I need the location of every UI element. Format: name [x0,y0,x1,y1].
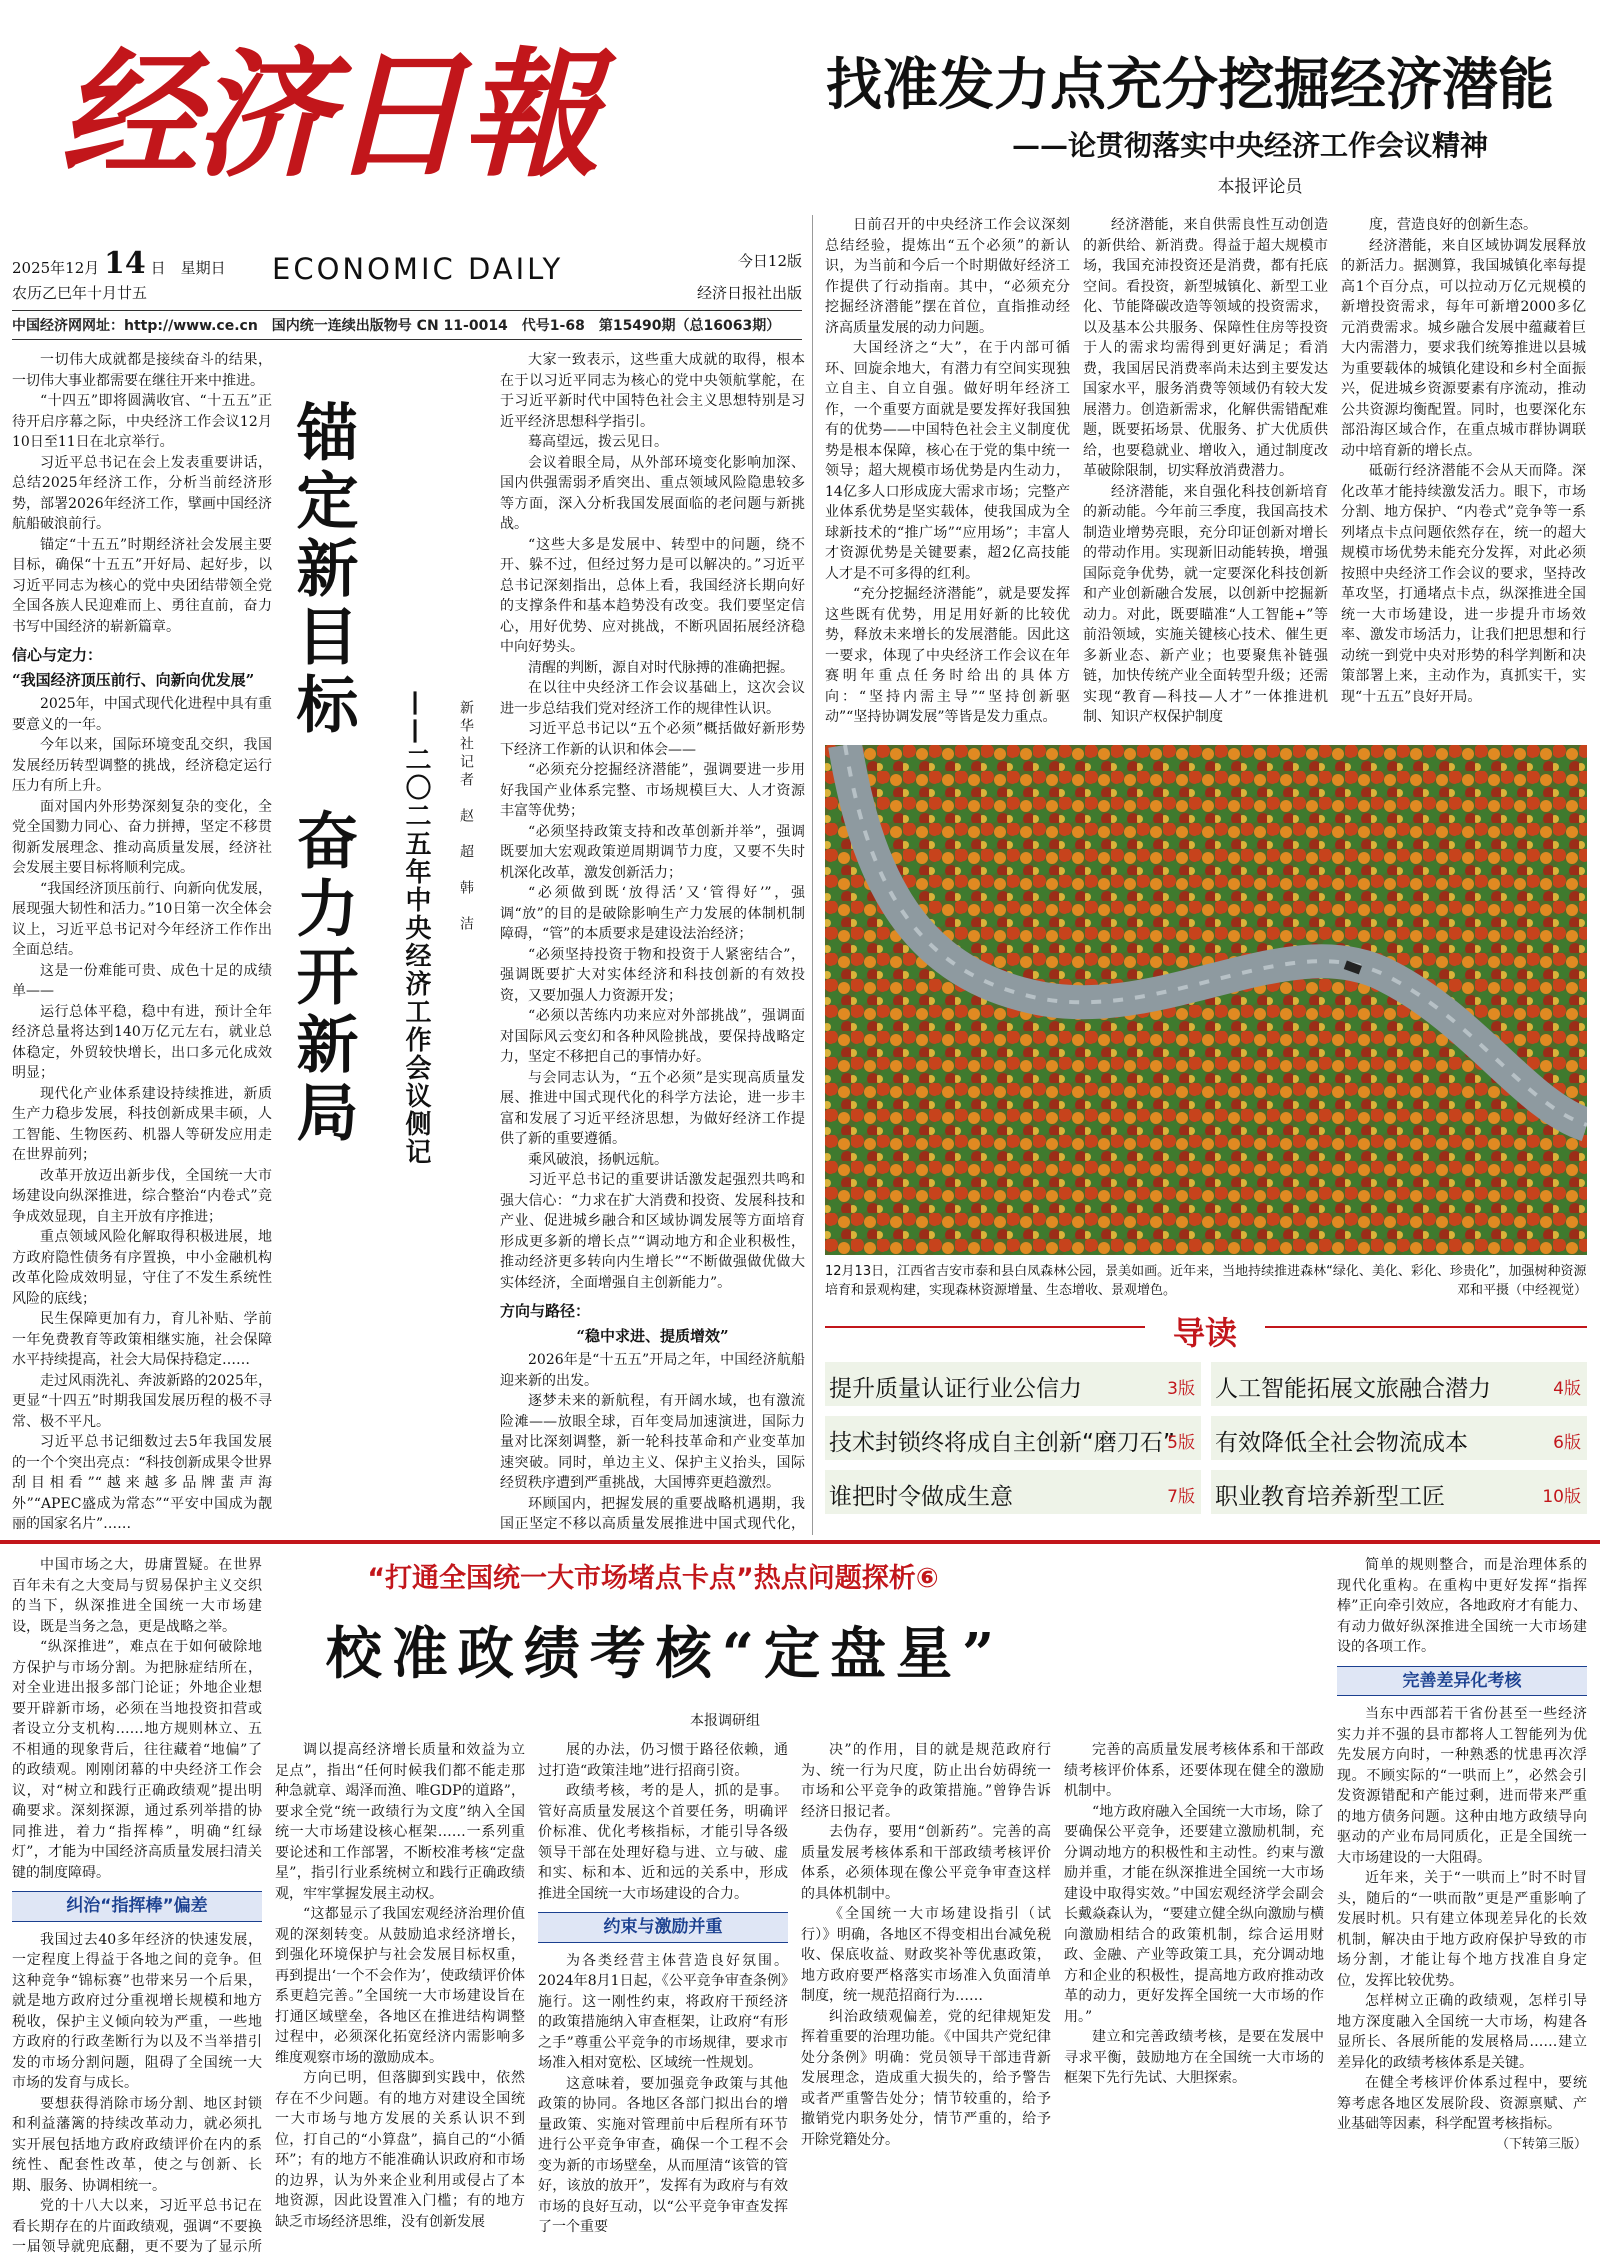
paragraph: 在健全考核评价体系过程中，要统筹考虑各地区发展阶段、资源禀赋、产业基础等因素，科学配置考核指标。 [1337,2075,1587,2132]
paragraph: “纵深推进”，难点在于如何破除地方保护与市场分割。为把脉症结所在，对全业进出报多部门论证；外地企业想要开辟新市场，必须在当地投资扣营或者设立分支机构……地方规则林立、五不相通的现象背后，往往藏着“地偏”了的政绩观。刚刚闭幕的中央经济工作会议，对“树立和践行正确政绩观”提出明确要求。深刻探源，通过系列举措的协同推进，着力“指挥棒”，明确“红绿灯”，才能为中国经济高质量发展扫清关键的制度障碍。 [12,1639,262,1881]
paragraph: 调以提高经济增长质量和效益为立足点”，指出“任何时候我们都不能走那种急就章、竭泽而渔、唯GDP的道路”，要求全党“统一政绩行为文度”纳入全国统一大市场建设核心框架……一系列重要论述和工作部署，不断校准考核“定盘星”，指引行业系统树立和践行正确政绩观，牢牢掌握发展主动权。 [275,1742,525,1902]
paragraph: 现代化产业体系建设持续推进，新质生产力稳步发展，科技创新成果丰硕，人工智能、生物医药、机器人等研发应用走在世界前列； [12,1085,272,1163]
paragraph: 今年以来，国际环境变乱交织，我国发展经历转型调整的挑战，经济稳定运行压力有所上升。 [12,737,272,794]
lead-section-1: 信心与定力： [12,646,103,664]
guide-item[interactable] [1211,1416,1587,1460]
paragraph: 一切伟大成就都是接续奋斗的结果，一切伟大事业都需要在继往开来中推进。 [12,352,272,389]
paragraph: 这意味着，要加强竞争政策与其他政策的协同。各地区各部门拟出台的增量政策、实施对管理前中后程所有环节进行公平竞争审查，确保一个工程不会变为新的市场壁垒，从而厘清“该管的管好，该放的放开”，发挥有为政府与有效市场的良好互动，以“公平竞争审查发挥了一个重要 [538,2075,788,2235]
publication-info-bar: 中国经济网网址：http://www.ce.cn 国内统一连续出版物号 CN 11-0014 代号1-68 第15490期（总16063期） [12,310,802,340]
section-head-differentiated: 完善差异化考核 [1337,1666,1587,1697]
paragraph: “必须做到既‘放得活’又‘管得好’”，强调“放”的目的是破除影响生产力发展的体制机制障碍，“管”的本质要求是建设法治经济； [500,885,805,942]
guide-item-title: 有效降低全社会物流成本 [1215,1430,1468,1456]
editorial-title[interactable]: 找准发力点充分挖掘经济潜能 [826,52,1554,118]
paragraph: 完善的高质量发展考核体系和干部政绩考核评价体系，还要体现在健全的激励机制中。 [1064,1742,1324,1799]
paragraph: “这都显示了我国宏观经济治理价值观的深刻转变。从鼓励追求经济增长，到强化环境保护与社会发展目标权重，再到提出‘一个不会作为’，使政绩评价体系更趋完善。”全国统一大市场建设旨在打通区域壁垒，各地区在推进结构调整过程中，必须深化拓宽经济内需影响多维度观察市场的激励成本。 [275,1906,525,2066]
section-divider [0,1540,1600,1544]
paragraph: 这是一份难能可贵、成色十足的成绩单—— [12,962,272,999]
masthead-title: 经济日報 [60,33,597,196]
paragraph: 为各类经营主体营造良好氛围。2024年8月1日起，《公平竞争审查条例》施行。这一刚性约束，将政府干预经济的政策措施纳入审查框架，让政府“有形之手”尊重公平竞争的市场规律，要求市场准入相对宽松、区域统一性规划。 [538,1952,788,2071]
guide-item-page: 7版 [1167,1487,1195,1507]
paragraph: 清醒的判断，源自对时代脉搏的准确把握。 [528,659,794,676]
issue-date [12,246,226,281]
feature-col1 [12,1555,262,2255]
lead-story-col1 [12,350,272,1535]
guide-item[interactable] [825,1416,1201,1460]
paragraph: “必须坚持投资于物和投资于人紧密结合”，强调既要扩大对实体经济和科技创新的有效投资，又要加强人力资源开发； [500,946,805,1004]
paragraph [12,1535,272,1536]
paragraph: 砥砺行经济潜能不会从天而降。深化改革才能持续激发活力。眼下，市场分割、地方保护、“内卷式”竞争等一系列堵点卡点问题依然存在，统一的超大规模市场优势未能充分发挥，对此必须按照中央经济工作会议的要求，坚持改革攻坚，打通堵点卡点，纵深推进全国统一大市场建设，进一步提升市场效率、激发市场活力，让我们把思想和行动统一到党中央对形势的科学判断和决策部署上来，主动作为，真抓实干，实现“十五五”良好开局。 [1341,463,1586,705]
paragraph: 习近平总书记以“五个必须”概括做好新形势下经济工作新的认识和体会—— [500,721,805,758]
paragraph: 2025年，中国式现代化进程中具有重要意义的一年。 [12,696,272,733]
paragraph: 大国经济之“大”，在于内部可循环、回旋余地大，有潜力有空间实现独立自主、自立自强。做好明年经济工作，一个重要方面就是要发挥好我国独有的优势——中国特色社会主义制度优势是根本保障，核心在于党的集中统一领导；超大规模市场优势是内生动力，14亿多人口形成庞大需求市场；完整产业体系优势是坚实载体，使我国成为全球新技术的“推广场”“应用场”；丰富人才资源优势是关键要素，超2亿高技能人才是不可多得的红利。 [825,340,1070,582]
paragraph: “充分挖掘经济潜能”，就是要发挥这些既有优势，用足用好新的比较优势，释放未来增长的发展潜能。因此这一要求，体现了中央经济工作会议在年赛明年重点任务时给出的具体方向：“坚持内需主导”“坚持创新驱动”“坚持协调发展”等皆是发力重点。 [825,586,1070,725]
feature-col4 [801,1740,1051,2255]
forest-road-photo[interactable] [825,745,1587,1255]
feature-col3 [538,1740,788,2255]
paragraph: 展的办法，仍习惯于路径依赖，通过打造“政策洼地”进行招商引资。 [538,1742,788,1779]
guide-item[interactable] [825,1470,1201,1514]
paragraph: 纠治政绩观偏差，党的纪律规矩发挥着重要的治理功能。《中国共产党纪律处分条例》明确：党员领导干部违背新发展理念，造成重大损失的，给予警告或者严重警告处分；情节较重的，给予撤销党内职务处分，情节严重的，给予开除党籍处分。 [801,2008,1051,2148]
paragraph: 锚定“十五五”时期经济社会发展主要目标，确保“十五五”开好局、起好步，以习近平同志为核心的党中央团结带领全党全国各族人民迎难而上、勇往直前，奋力书写中国经济的崭新篇章。 [12,536,272,635]
paragraph: 简单的规则整合，而是治理体系的现代化重构。在重构中更好发挥“指挥棒”正向牵引效应，各地政府才有能力、有动力做好纵深推进全国统一大市场建设的各项工作。 [1337,1557,1587,1655]
feature-col5 [1064,1740,1324,2255]
paragraph: 近年来，关于“一哄而上”时不时冒头，随后的“一哄而散”更是严重影响了发展时机。只有建立体现差异化的长效机制，解决由于地方政府保护导致的市场分割，才能让每个地方找准自身定位，发挥比较优势。 [1337,1870,1587,1989]
paragraph: 我国过去40多年经济的快速发展，一定程度上得益于各地之间的竞争。但这种竞争“锦标赛”也带来另一个后果，就是地方政府过分重视增长规模和地方税收，保护主义倾向较为严重，一些地方政府的行政垄断行为以及不当举措引发的市场分割问题，阻碍了全国统一大市场的发育与成长。 [12,1931,262,2091]
section-head-command: 纠治“指挥棒”偏差 [12,1891,262,1922]
guide-item-title: 提升质量认证行业公信力 [829,1376,1082,1402]
paragraph: “这些大多是发展中、转型中的问题，绕不开、躲不过，但经过努力是可以解决的。”习近平总书记深刻指出，总体上看，我国经济长期向好的支撑条件和基本趋势没有改变。我们要坚定信心，用好优势、应对挑战，不断巩固拓展经济稳中向好势头。 [500,536,805,655]
feature-col6 [1337,1555,1587,2255]
guide-item[interactable] [825,1362,1201,1406]
lunar-date: 农历乙巳年十月廿五 [12,284,148,302]
paragraph: 要想获得消除市场分割、地区封锁和利益藩篱的持续改革动力，就必须扎实开展包括地方政府政绩评价在内的系统性、配套性改革，使之与创新、长期、服务、协调相统一。 [12,2095,262,2194]
date-suffix: 日 星期日 [150,259,226,277]
paragraph: 运行总体平稳，稳中有进，预计全年经济总量将达到140万亿元左右，就业总体稳定，外贸较快增长，出口多元化成效明显； [12,1003,272,1081]
guide-rule-right [1265,1326,1587,1328]
feature-continued[interactable]: （下转第三版） [1495,2136,1587,2152]
aerial-forest-image [825,745,1587,1255]
masthead [60,20,740,210]
editorial-subtitle: ——论贯彻落实中央经济工作会议精神 [1011,129,1488,162]
paragraph: 在以往中央经济工作会议基础上，这次会议进一步总结我们党对经济工作的规律性认识。 [500,680,805,717]
paragraph: 逐梦未来的新航程，有开阔水域，也有激流险滩——放眼全球，百年变局加速演进，国际力量对比深刻调整，新一轮科技革命和产业变革加速突破。同时，单边主义、保护主义抬头，国际经贸秩序遭到严重挑战，大国博弈更趋激烈。 [500,1393,805,1491]
lead-section-2: 方向与路径： [500,1302,591,1320]
paragraph: “必须充分挖掘经济潜能”，强调要进一步用好我国产业体系完整、市场规模巨大、人才资源丰富等优势； [500,762,805,819]
lead-quote-2: “稳中求进、提质增效” [576,1326,729,1345]
paragraph: 当东中西部若干省份甚至一些经济实力并不强的县市都将人工智能列为优先发展方向时，一种熟悉的忧患再次浮现。不顾实际的“一哄而上”，必然会引发资源错配和产能过剩，进而带来严重的地方债务问题。这种由地方政绩导向驱动的产业布局同质化，正是全国统一大市场建设的一大阻碍。 [1337,1706,1587,1866]
paragraph: 环顾国内，把握发展的重要战略机遇期，我国正坚定不移以高质量发展推进中国式现代化， [500,1495,805,1532]
guide-item-page: 10版 [1542,1487,1581,1507]
lead-quote-1: “我国经济顶压前行、向新向优发展” [12,670,255,689]
paragraph: “必须坚持政策支持和改革创新并举”，强调既要加大宏观政策逆周期调节力度，又要不失时机深化改革，激发创新活力； [500,823,805,881]
paragraph: 《全国统一大市场建设指引（试行）》明确，各地区不得变相出台减免税收、保底收益、财政奖补等优惠政策，地方政府要严格落实市场准入负面清单制度，统一规范招商行为…… [801,1906,1051,2004]
paragraph: 走过风雨洗礼、奔波新路的2025年，更显“十四五”时期我国发展历程的极不寻常、极不平凡。 [12,1372,272,1430]
paragraph: 决”的作用，目的就是规范政府行为、统一行为尺度，防止出台妨碍统一市场和公平竞争的政策措施。”曾铮告诉经济日报记者。 [801,1742,1051,1820]
paragraph: “十四五”即将圆满收官、“十五五”正待开启序幕之际，中央经济工作会议12月10日至11日在北京举行。 [12,393,272,450]
guide-item-title: 人工智能拓展文旅融合潜力 [1215,1376,1491,1402]
paragraph: “必须以苦练内功来应对外部挑战”，强调面对国际风云变幻和各种风险挑战，要保持战略定力，坚定不移把自己的事情办好。 [500,1008,805,1065]
feature-title[interactable]: 校准政绩考核“定盘星” [325,1621,1005,1687]
guide-item-page: 5版 [1167,1433,1195,1453]
guide-item-page: 6版 [1553,1433,1581,1453]
paragraph: 改革开放迈出新步伐，全国统一大市场建设向纵深推进，综合整治“内卷式”竞争成效显现，自主开放有序推进； [12,1167,272,1225]
paragraph: “地方政府融入全国统一大市场，除了要确保公平竞争，还要建立激励机制，充分调动地方的积极性和主动性。约束与激励并重，才能在纵深推进全国统一大市场建设中取得实效。”中国宏观经济学会副会长戴焱森认为，“要建立健全纵向激励与横向激励相结合的政策机制，综合运用财政、金融、产业等政策工具，充分调动地方和企业的积极性，提高地方政府推动改革的动力，更好发挥全国统一大市场的作用。” [1064,1803,1324,2025]
column-rule [812,215,813,1535]
guide-title: 导读 [1172,1314,1237,1352]
paragraph: “我国经济顶压前行、向新向优发展，展现强大韧性和活力。”10日第一次全体会议上，习近平总书记对今年经济工作作出全面总结。 [12,880,272,958]
paragraph: 日前召开的中央经济工作会议深刻总结经验，提炼出“五个必须”的新认识，为当前和今后一个时期做好经济工作提供了行动指南。其中，“必须充分挖掘经济潜能”摆在首位，直指推动经济高质量发展的动力问题。 [825,217,1070,336]
lead-story-byline: 新华社记者 赵 超 韩 洁 [458,700,474,934]
guide-item-page: 4版 [1553,1379,1581,1399]
paragraph: 会议着眼全局，从外部环境变化影响加深、国内供强需弱矛盾突出、重点领域风险隐患较多等方面，深入分析我国发展面临的老问题与新挑战。 [500,454,805,532]
paragraph: 度，营造良好的创新生态。 [1369,217,1537,233]
feature-col2 [275,1740,525,2255]
paragraph: 经济潜能，来自供需良性互动创造的新供给、新消费。得益于超大规模市场，我国充沛投资还是消费，都有托底空间。看投资，新型城镇化、新型工业化、节能降碳改造等领域的投资需求，以及基本公共服务、保障性住房等投资于人的需求均需得到更好满足；看消费，我国居民消费率尚未达到主要发达国家水平，服务消费等领域仍有较大发展潜力。创造新需求，化解供需错配难题，既要拓场景、优服务、扩大优质供给，也要稳就业、增收入，通过制度改革破除限制，切实释放消费潜力。 [1083,217,1328,479]
paragraph: 党的十八大以来，习近平总书记在看长期存在的片面政绩观，强调“不要换一届领导就兜底翻，更不要为了显示所 [12,2198,262,2255]
guide-item-title: 职业教育培养新型工匠 [1215,1484,1445,1510]
paragraph: 方向已明，但落脚到实践中，依然存在不少问题。有的地方对建设全国统一大市场与地方发展的关系认识不到位，打自己的“小算盘”，搞自己的“小循环”；有的地方不能准确认识政府和市场的边界，认为外来企业利用或侵占了本地资源，因此设置准入门槛；有的地方缺乏市场经济思维，没有创新发展 [275,2070,525,2230]
paragraph: 民生保障更加有力，育儿补贴、学前一年免费教育等政策相继实施，社会保障水平持续提高，社会大局保持稳定…… [12,1311,272,1368]
series-title: “打通全国统一大市场堵点卡点”热点问题探析⑥ [367,1563,939,1594]
lead-story-title[interactable]: 锚定新目标 奋力开新局 [286,400,359,1148]
paragraph: 怎样树立正确的政绩观，怎样引导地方深度融入全国统一大市场，构建各显所长、各展所能的发展格局……建立差异化的政绩考核体系是关键。 [1337,1993,1587,2071]
photo-caption [825,1262,1587,1300]
paragraph: 中国市场之大，毋庸置疑。在世界百年未有之大变局与贸易保护主义交织的当下，纵深推进全国统一大市场建设，既是当务之急，更是战略之举。 [12,1557,262,1635]
date-day: 14 [104,246,146,281]
paragraph: 重点领域风险化解取得积极进展，地方政府隐性债务有序置换，中小金融机构改革化险成效明显，守住了不发生系统性风险的底线； [12,1229,272,1307]
date-prefix: 2025年12月 [12,259,100,277]
editorial-col3 [1341,215,1586,735]
guide-item[interactable] [1211,1470,1587,1514]
paragraph: 蓦高望远，拨云见日。 [528,434,668,450]
dateline [12,246,802,308]
guide-header [825,1302,1587,1352]
lead-story-col2 [500,350,805,1535]
guide-item[interactable] [1211,1362,1587,1406]
paragraph: 习近平总书记在会上发表重要讲话，总结2025年经济工作，分析当前经济形势，部署2026年经济工作，擘画中国经济航船破浪前行。 [12,454,272,532]
editorial-col1 [825,215,1070,735]
editorial-headline [800,50,1580,197]
editorial-col2 [1083,215,1328,735]
guide-item-title: 技术封锁终将成自主创新“磨刀石” [829,1430,1175,1456]
section-head-constraint: 约束与激励并重 [538,1912,788,1943]
page-count: 今日12版 [737,252,802,270]
lead-story-subtitle: ——二〇二五年中央经济工作会议侧记 [401,690,431,1166]
paragraph: 习近平总书记细数过去5年我国发展的一个个突出亮点：“科技创新成果令世界刮目相看”“越来越多品牌蜚声海外”“APEC盛成为常态”“平安中国成为靓丽的国家名片”…… [12,1434,272,1532]
paragraph: 大家一致表示，这些重大成就的取得，根本在于以习近平同志为核心的党中央领航掌舵，在于习近平新时代中国特色社会主义思想特别是习近平经济思想科学指引。 [500,352,805,430]
paragraph: 经济潜能，来自强化科技创新培育的新动能。今年前三季度，我国高技术制造业增势亮眼，充分印证创新对增长的带动作用。实现新旧动能转换，增强国际竞争优势，就一定要深化科技创新和产业创新融合发展，以创新中挖掘新动力。对此，既要瞄准“人工智能+”等前沿领域，实施关键核心技术、催生更多新业态、新产业；也要聚焦补链强链，加快传统产业全面转型升级；还需实现“教育—科技—人才”一体推进机制、知识产权保护制度 [1083,483,1328,725]
feature-byline: 本报调研组 [690,1713,760,1729]
paragraph: 经济潜能，来自区域协调发展释放的新活力。据测算，我国城镇化率每提高1个百分点，可以拉动万亿元规模的新增投资需求，每年可新增2000多亿元消费需求。城乡融合发展中蕴藏着巨大内需潜力，要求我们统筹推进以县城为重要载体的城镇化建设和乡村全面振兴，促进城乡资源要素有序流动，推动公共资源均衡配置。同时，也要深化东部沿海区域合作，在重点城市群协调联动中培育新的增长点。 [1341,237,1586,459]
paragraph: 去伪存，要用“创新药”。完善的高质量发展考核体系和干部政绩考核评价体系，必须体现在像公平竞争审查这样的具体机制中。 [801,1824,1051,1902]
paragraph: 2026年是“十五五”开局之年，中国经济航船迎来新的出发。 [500,1352,805,1389]
guide-item-title: 谁把时令做成生意 [829,1484,1013,1510]
paragraph: 与会同志认为，“五个必须”是实现高质量发展、推进中国式现代化的科学方法论，进一步丰富和发展了习近平经济思想，为做好经济工作提供了新的重要遵循。 [500,1069,805,1147]
photo-credit: 邓和平摄（中经视觉） [1456,1283,1587,1298]
paragraph: 政绩考核，考的是人，抓的是事。管好高质量发展这个首要任务，明确评价标准、优化考核指标，才能引导各级领导干部在处理好稳与进、立与破、虚和实、标和本、近和远的关系中，形成推进全国统一大市场建设的合力。 [538,1783,788,1902]
paragraph: 乘风破浪，扬帆远航。 [528,1151,668,1168]
guide-rule-left [825,1326,1145,1328]
english-title: ECONOMIC DAILY [272,252,564,286]
guide-item-page: 3版 [1167,1379,1195,1399]
paragraph: 习近平总书记的重要讲话激发起强烈共鸣和强大信心：“力求在扩大消费和投资、发展科技和产业、促进城乡融合和区域协调发展等方面培育形成更多新的增长点”“调动地方和企业积极性，推动经济更多转向内生增长”“不断做强做优做大实体经济，全面增强自主创新能力”。 [500,1172,805,1291]
editorial-byline: 本报评论员 [1217,177,1303,197]
publisher: 经济日报社出版 [696,284,802,302]
caption-text: 12月13日，江西省吉安市泰和县白凤森林公园，景美如画。近年来，当地持续推进森林“绿化、美化、彩化、珍贵化”，加强树种资源培育和景观构建，实现森林资源增量、生态增收、景观增色。 [825,1264,1587,1298]
paragraph: 建立和完善政绩考核，是要在发展中寻求平衡，鼓励地方在全国统一大市场的框架下先行先试、大胆探索。 [1064,2029,1324,2086]
paragraph: 面对国内外形势深刻复杂的变化，全党全国勠力同心、奋力拼搏，坚定不移贯彻新发展理念、推动高质量发展，经济社会发展主要目标将顺利完成。 [12,798,272,876]
